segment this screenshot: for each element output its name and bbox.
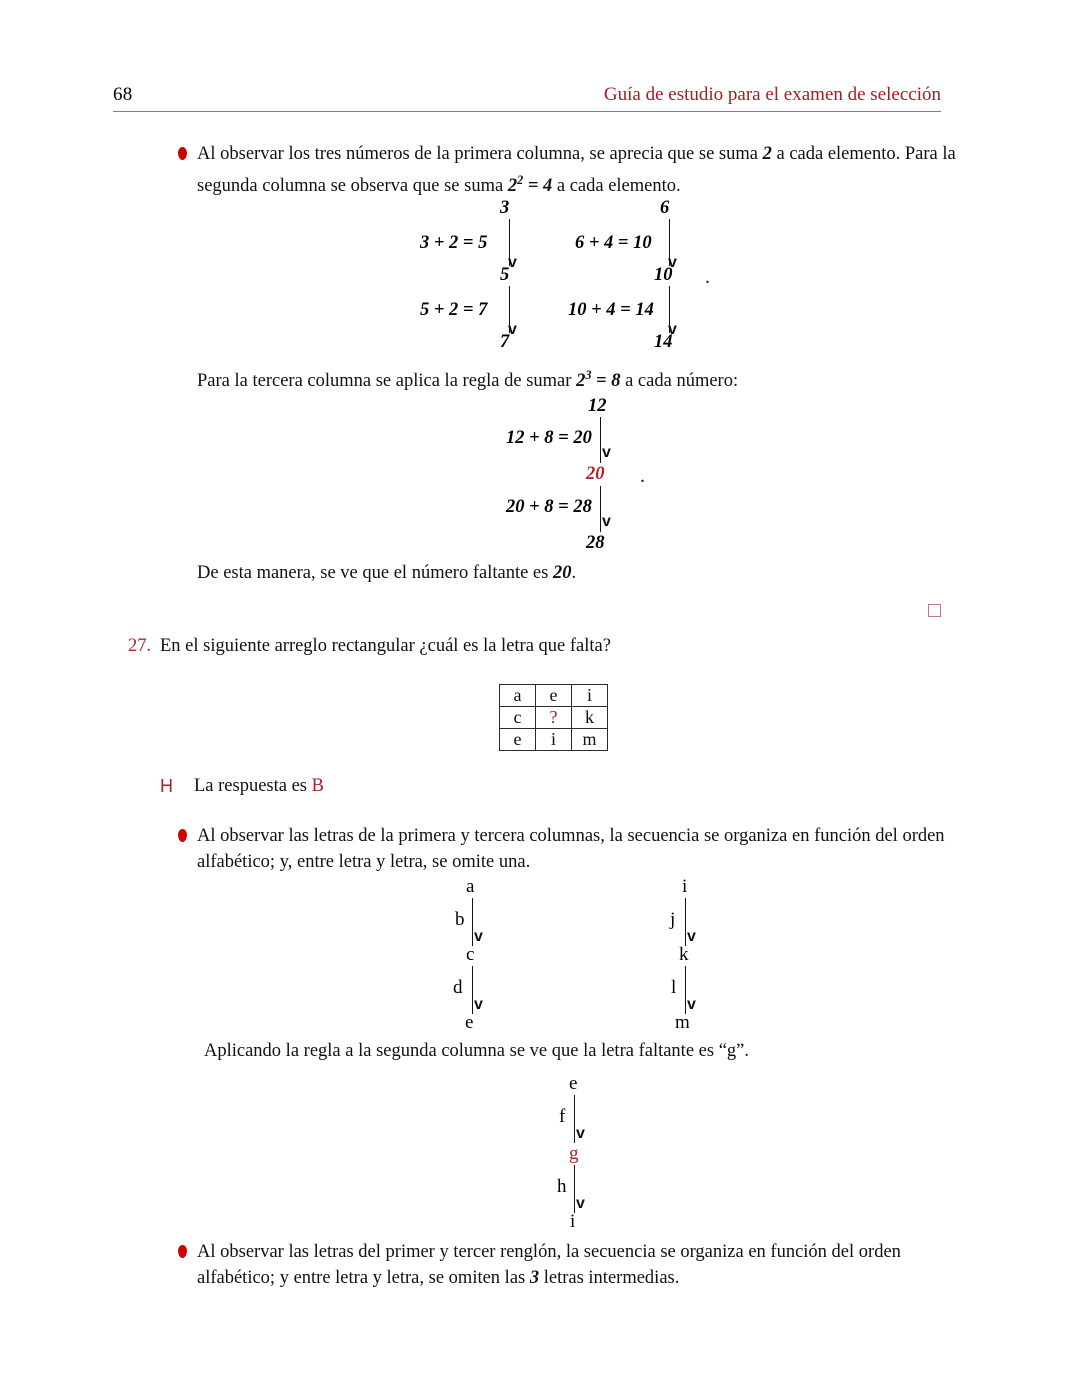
grid-cell-1-2: k	[572, 707, 608, 729]
bullet1-line1-pre: Al observar los tres números de la primera columna, se aprecia que se suma	[197, 144, 763, 164]
letter-right-arrow-head-1: v	[687, 928, 696, 945]
letter-left-step-1: b	[455, 909, 465, 930]
manera-pre: De esta manera, se ve que el número faltante es	[197, 563, 553, 583]
chain-left-equation-2: 5 + 2 = 7	[420, 300, 488, 320]
header-rule	[113, 111, 941, 112]
letter-right-top: i	[682, 876, 688, 897]
answer-marker-icon: H	[160, 776, 173, 796]
table-row	[500, 707, 608, 729]
letter-left-mid: c	[466, 944, 475, 965]
bullet3-emphasis: 3	[529, 1268, 540, 1288]
letter-right-bottom: m	[675, 1012, 690, 1033]
grid-cell-1-1-missing: ?	[536, 707, 572, 729]
grid-cell-1-0: c	[500, 707, 536, 729]
letter-left-arrow-head-2: v	[474, 996, 483, 1013]
table-row	[500, 685, 608, 707]
letter2-arrow-head-2: v	[576, 1195, 585, 1212]
power-2-cubed	[576, 368, 592, 392]
power-exponent: 3	[585, 368, 592, 382]
answer-text-pre: La respuesta es	[194, 776, 312, 796]
chain-left-top-value: 3	[500, 198, 510, 218]
manera-answer-value: 20	[552, 563, 572, 583]
power-exponent: 2	[517, 173, 524, 187]
letter-left-bottom: e	[465, 1012, 474, 1033]
manera-post: .	[571, 563, 577, 583]
letter2-arrow-head-1: v	[576, 1125, 585, 1142]
bullet2-line1: Al observar las letras de la primera y tercera columnas, la secuencia se organiza en función del	[197, 826, 898, 846]
chain2-equation-1: 12 + 8 = 20	[506, 428, 592, 448]
page-number: 68	[113, 84, 133, 105]
running-head-title: Guía de estudio para el examen de selección	[603, 84, 941, 105]
tercera-pre: Para la tercera columna se aplica la regla de sumar	[197, 371, 577, 392]
question-number: 27.	[128, 636, 152, 656]
power-base: 2	[576, 371, 586, 392]
bullet3-line2-pre: alfabético; y entre letra y letra, se omiten las	[197, 1268, 530, 1288]
letter-left-step-2: d	[453, 977, 463, 998]
paragraph-bullet-1	[197, 141, 957, 199]
chain-right-mid-value: 10	[654, 265, 673, 285]
bullet-marker-1	[178, 147, 187, 160]
tercera-equals: =	[591, 371, 612, 392]
chain-left-arrow-head-2: v	[508, 321, 517, 338]
bullet-marker-3	[178, 1245, 187, 1258]
tercera-value: 8	[611, 371, 621, 392]
letter-right-mid: k	[679, 944, 689, 965]
paragraph-bullet-3	[197, 1239, 957, 1291]
letter2-mid-answer: g	[569, 1143, 579, 1164]
paragraph-tercera-columna	[197, 362, 957, 394]
grid-cell-2-2: m	[572, 729, 608, 751]
letter2-step-1: f	[559, 1106, 566, 1127]
letter-right-arrow-head-2: v	[687, 996, 696, 1013]
chain-left-equation-1: 3 + 2 = 5	[420, 233, 488, 253]
bullet2-line2: orden alfabético; y, entre letra y letra, se omite una.	[197, 826, 945, 872]
table-row	[500, 729, 608, 751]
paragraph-de-esta-manera	[197, 560, 957, 586]
chain2-top-value: 12	[588, 396, 607, 416]
answer-letter: B	[311, 776, 324, 796]
chain2-equation-2: 20 + 8 = 28	[506, 497, 592, 517]
diagram-1-period: .	[705, 266, 710, 288]
grid-cell-0-0: a	[500, 685, 536, 707]
answer-text	[194, 776, 324, 797]
bullet1-equals: =	[523, 176, 543, 197]
chain-right-arrow-head-1: v	[668, 254, 677, 271]
letter-right-step-2: l	[671, 977, 677, 998]
chain2-mid-value-answer: 20	[586, 464, 605, 484]
paragraph-bullet-2	[197, 823, 957, 875]
letter2-step-2: h	[557, 1176, 567, 1197]
bullet1-line1-post: a cada elemento.	[771, 144, 901, 164]
chain2-arrow-head-2: v	[602, 513, 611, 530]
bullet1-power-2-squared	[507, 173, 524, 197]
qed-box-icon	[928, 604, 941, 617]
chain-right-arrow-head-2: v	[668, 321, 677, 338]
letter-left-arrow-head-1: v	[474, 928, 483, 945]
chain-left-arrow-head-1: v	[508, 254, 517, 271]
letter-left-top: a	[466, 876, 475, 897]
chain-right-bottom-value: 14	[654, 332, 673, 352]
chain-left-mid-value: 5	[500, 265, 510, 285]
power-base: 2	[507, 176, 518, 197]
grid-cell-2-1: i	[536, 729, 572, 751]
bullet1-value: 4	[542, 176, 553, 197]
chain-left-bottom-value: 7	[500, 332, 510, 352]
question-text: En el siguiente arreglo rectangular ¿cuál es la letra que falta?	[160, 636, 611, 656]
letter2-bottom: i	[570, 1211, 576, 1232]
chain2-bottom-value: 28	[586, 533, 605, 553]
bullet3-line2-post: letras intermedias.	[539, 1268, 680, 1288]
letter-right-step-1: j	[670, 909, 676, 930]
chain-right-top-value: 6	[660, 198, 670, 218]
tercera-post: a cada número:	[620, 371, 739, 392]
bullet1-line2-post: a cada elemento.	[552, 176, 681, 197]
letter-grid-table	[499, 684, 608, 751]
page-header	[113, 84, 941, 114]
chain-right-equation-2: 10 + 4 = 14	[568, 300, 654, 320]
bullet-marker-2	[178, 829, 187, 842]
bullet3-line1: Al observar las letras del primer y tercer renglón, la secuencia se organiza en función del orden	[197, 1242, 901, 1262]
bullet1-line1-emphasis: 2	[762, 144, 772, 164]
diagram-2-period: .	[640, 465, 645, 487]
grid-cell-2-0: e	[500, 729, 536, 751]
grid-cell-0-1: e	[536, 685, 572, 707]
bullet1-line2-pre: Para la segunda columna se observa que se suma	[197, 144, 956, 197]
grid-cell-0-2: i	[572, 685, 608, 707]
chain2-arrow-head-1: v	[602, 444, 611, 461]
chain-right-equation-1: 6 + 4 = 10	[575, 233, 652, 253]
paragraph-aplicando-regla: Aplicando la regla a la segunda columna se ve que la letra faltante es “g”.	[204, 1041, 749, 1061]
letter2-top: e	[569, 1073, 578, 1094]
